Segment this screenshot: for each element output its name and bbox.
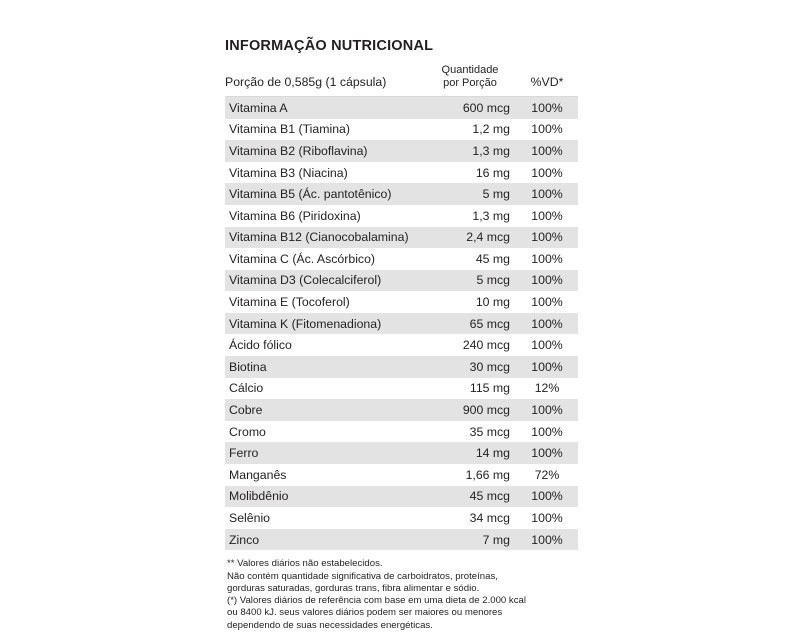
nutrient-quantity: 5 mg bbox=[482, 187, 510, 202]
nutrient-daily-value: 100% bbox=[531, 489, 563, 504]
quantity-header-line-2: por Porção bbox=[443, 76, 497, 89]
nutrient-name: Manganês bbox=[229, 467, 287, 482]
nutrient-daily-value: 100% bbox=[531, 338, 563, 353]
nutrient-name: Vitamina B2 (Riboflavina) bbox=[229, 143, 368, 158]
table-row bbox=[225, 162, 578, 184]
portion-text: Porção de 0,585g (1 cápsula) bbox=[225, 74, 387, 89]
nutrient-name: Zinco bbox=[229, 532, 260, 547]
table-row bbox=[225, 291, 578, 313]
footnote-line: ** Valores diários não estabelecidos. bbox=[227, 558, 383, 570]
nutrient-quantity: 10 mg bbox=[475, 295, 510, 310]
nutrient-daily-value: 100% bbox=[531, 511, 563, 526]
nutrient-quantity: 16 mg bbox=[475, 165, 510, 180]
nutrient-name: Vitamina B12 (Cianocobalamina) bbox=[229, 230, 409, 245]
nutrient-quantity: 34 mcg bbox=[469, 511, 510, 526]
nutrient-daily-value: 100% bbox=[531, 187, 563, 202]
table-row bbox=[225, 464, 578, 486]
table-row bbox=[225, 334, 578, 356]
nutrient-name: Vitamina A bbox=[229, 100, 288, 115]
nutrition-facts-panel bbox=[225, 38, 578, 632]
nutrient-daily-value: 100% bbox=[531, 403, 563, 418]
nutrient-daily-value: 100% bbox=[531, 273, 563, 288]
nutrient-quantity: 1,2 mg bbox=[472, 122, 510, 137]
nutrient-daily-value: 100% bbox=[531, 446, 563, 461]
nutrient-name: Molibdênio bbox=[229, 489, 289, 504]
nutrient-quantity: 115 mg bbox=[469, 381, 510, 396]
nutrient-name: Vitamina C (Ác. Ascórbico) bbox=[229, 251, 376, 266]
nutrient-quantity: 900 mcg bbox=[462, 403, 510, 418]
nutrient-quantity: 45 mg bbox=[475, 251, 510, 266]
nutrient-daily-value: 100% bbox=[531, 251, 563, 266]
nutrient-name: Ácido fólico bbox=[229, 338, 292, 353]
nutrient-quantity: 30 mcg bbox=[469, 359, 510, 374]
nutrient-quantity: 65 mcg bbox=[469, 316, 510, 331]
nutrient-daily-value: 72% bbox=[534, 467, 560, 482]
nutrient-name: Selênio bbox=[229, 511, 271, 526]
table-row bbox=[225, 421, 578, 443]
table-row bbox=[225, 97, 578, 119]
nutrient-daily-value: 100% bbox=[531, 143, 563, 158]
table-row bbox=[225, 529, 578, 551]
quantity-header-line-1: Quantidade bbox=[441, 64, 499, 76]
nutrient-quantity: 1,3 mg bbox=[472, 208, 510, 223]
nutrient-name: Cromo bbox=[229, 424, 266, 439]
nutrient-name: Vitamina B3 (Niacina) bbox=[229, 165, 348, 180]
nutrient-daily-value: 100% bbox=[531, 295, 563, 310]
table-row bbox=[225, 205, 578, 227]
nutrient-quantity: 7 mg bbox=[482, 532, 510, 547]
nutrient-table bbox=[225, 96, 578, 550]
nutrient-name: Biotina bbox=[229, 359, 267, 374]
nutrient-quantity: 35 mcg bbox=[469, 424, 510, 439]
table-row bbox=[225, 356, 578, 378]
nutrient-quantity: 5 mcg bbox=[476, 273, 510, 288]
nutrient-name: Ferro bbox=[229, 446, 259, 461]
nutrient-daily-value: 100% bbox=[531, 316, 563, 331]
nutrient-quantity: 2,4 mcg bbox=[466, 230, 510, 245]
nutrient-quantity: 240 mcg bbox=[462, 338, 510, 353]
nutrient-daily-value: 100% bbox=[531, 165, 563, 180]
footnote-line: ou 8400 kJ. seus valores diários podem ser maiores ou menores bbox=[227, 607, 503, 619]
nutrient-quantity: 1,3 mg bbox=[472, 143, 510, 158]
footnotes bbox=[225, 558, 578, 632]
table-row bbox=[225, 507, 578, 529]
table-row bbox=[225, 378, 578, 400]
nutrient-daily-value: 100% bbox=[531, 532, 563, 547]
footnote-line: dependendo de suas necessidades energéticas. bbox=[227, 619, 433, 631]
nutrient-quantity: 14 mg bbox=[475, 446, 510, 461]
table-row bbox=[225, 119, 578, 141]
table-row bbox=[225, 227, 578, 249]
nutrient-daily-value: 100% bbox=[531, 230, 563, 245]
nutrient-name: Vitamina D3 (Colecalciferol) bbox=[229, 273, 382, 288]
table-row bbox=[225, 270, 578, 292]
nutrient-daily-value: 100% bbox=[531, 208, 563, 223]
nutrient-quantity: 600 mcg bbox=[462, 100, 510, 115]
table-row bbox=[225, 442, 578, 464]
quantity-column-header bbox=[424, 64, 516, 90]
nutrient-name: Vitamina B6 (Piridoxina) bbox=[229, 208, 361, 223]
footnote-line: (*) Valores diários de referência com base em uma dieta de 2.000 kcal bbox=[227, 595, 526, 607]
nutrient-name: Vitamina E (Tocoferol) bbox=[229, 295, 350, 310]
footnote-line: gorduras saturadas, gorduras trans, fibra alimentar e sódio. bbox=[227, 582, 480, 594]
table-row bbox=[225, 140, 578, 162]
nutrient-name: Cobre bbox=[229, 403, 263, 418]
table-row bbox=[225, 248, 578, 270]
table-header bbox=[225, 64, 578, 96]
nutrient-quantity: 45 mcg bbox=[469, 489, 510, 504]
table-row bbox=[225, 399, 578, 421]
nutrient-daily-value: 100% bbox=[531, 122, 563, 137]
nutrient-daily-value: 100% bbox=[531, 424, 563, 439]
nutrient-daily-value: 12% bbox=[534, 381, 560, 396]
nutrient-name: Vitamina K (Fitomenadiona) bbox=[229, 316, 382, 331]
nutrient-quantity: 1,66 mg bbox=[465, 467, 510, 482]
footnote-line: Não contém quantidade significativa de carboidratos, proteínas, bbox=[227, 570, 498, 582]
nutrient-name: Vitamina B5 (Ác. pantotênico) bbox=[229, 187, 392, 202]
nutrient-daily-value: 100% bbox=[531, 100, 563, 115]
table-row bbox=[225, 486, 578, 508]
page-title: INFORMAÇÃO NUTRICIONAL bbox=[225, 38, 434, 54]
nutrient-name: Vitamina B1 (Tiamina) bbox=[229, 122, 350, 137]
nutrient-daily-value: 100% bbox=[531, 359, 563, 374]
daily-value-column-header: %VD* bbox=[530, 74, 564, 89]
table-row bbox=[225, 183, 578, 205]
nutrient-name: Cálcio bbox=[229, 381, 264, 396]
table-row bbox=[225, 313, 578, 335]
